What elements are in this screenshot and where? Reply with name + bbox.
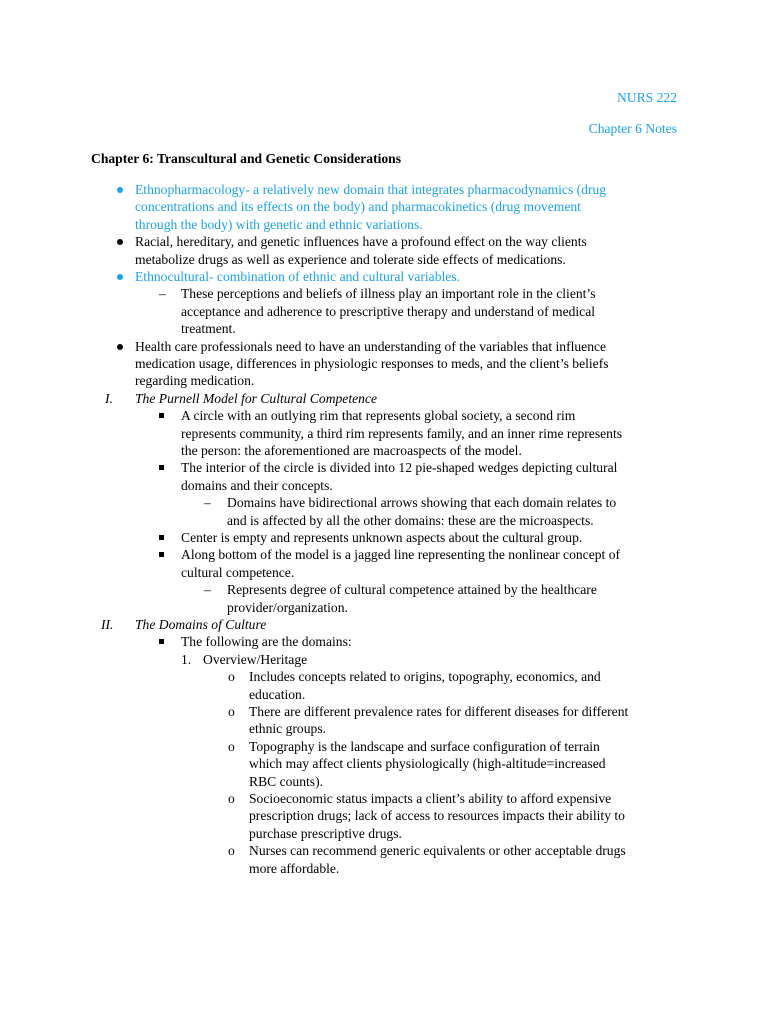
text-line: medication usage, differences in physiologic responses to meds, and the client’s beliefs: [135, 356, 609, 371]
text-line: the person: the aforementioned are macroaspects of the model.: [181, 443, 522, 458]
text-line: Health care professionals need to have an understanding of the variables that influence: [135, 338, 607, 354]
section-numeral: II.: [101, 617, 114, 632]
text-line: Ethnocultural- combination of ethnic and cultural variables.: [135, 269, 461, 284]
text-line: ethnic groups.: [249, 721, 327, 737]
bullet-dot: [117, 344, 123, 350]
text-line: Racial, hereditary, and genetic influences have a profound effect on the way clients: [135, 234, 587, 250]
square-bullet: [159, 465, 164, 470]
text-line: cultural competence.: [181, 564, 295, 580]
text-line: represents community, a third rim represents family, and an inner rime represents: [181, 425, 623, 441]
text-line: through the body) with genetic and ethnic variations.: [135, 216, 423, 232]
text-line: Nurses can recommend generic equivalents or other acceptable drugs: [249, 843, 626, 859]
section-heading: The Purnell Model for Cultural Competence: [135, 390, 378, 406]
text-line: There are different prevalence rates for different diseases for different: [249, 704, 629, 719]
text-line: Along bottom of the model is a jagged line representing the nonlinear concept of: [181, 547, 621, 563]
course-code: NURS 222: [616, 90, 677, 105]
section-numeral: I.: [105, 390, 113, 406]
circle-marker: o: [228, 704, 235, 719]
circle-marker: o: [228, 843, 235, 859]
dash-marker: –: [204, 582, 211, 598]
bullet-dot: [117, 239, 123, 245]
dash-marker: –: [159, 286, 166, 302]
square-bullet: [159, 552, 164, 557]
notes-subtitle: Chapter 6 Notes: [588, 121, 677, 136]
text-line: Topography is the landscape and surface configuration of terrain: [249, 738, 600, 754]
text-line: and is affected by all the other domains: these are the microaspects.: [227, 512, 594, 528]
circle-marker: o: [228, 669, 235, 685]
text-line: Ethnopharmacology- a relatively new domain that integrates pharmacodynamics (drug: [135, 182, 607, 197]
text-line: regarding medication.: [135, 373, 255, 389]
text-line: RBC counts).: [249, 773, 324, 789]
text-line: education.: [249, 686, 306, 702]
bullet-dot: [117, 274, 123, 280]
text-line: acceptance and adherence to prescriptive therapy and understand of medical: [181, 303, 596, 319]
domain-number: 1.: [181, 651, 192, 667]
text-line: metabolize drugs as well as experience and tolerate side effects of medications.: [135, 251, 566, 267]
circle-marker: o: [228, 738, 235, 754]
text-line: treatment.: [181, 321, 236, 337]
text-line: Includes concepts related to origins, topography, economics, and: [249, 669, 601, 685]
text-line: Center is empty and represents unknown aspects about the cultural group.: [181, 530, 583, 545]
text-line: Represents degree of cultural competence attained by the healthcare: [227, 582, 597, 598]
domain-name: Overview/Heritage: [203, 651, 308, 667]
text-line: Socioeconomic status impacts a client’s ability to afford expensive: [249, 791, 612, 806]
dash-marker: –: [204, 495, 211, 511]
text-line: The interior of the circle is divided into 12 pie-shaped wedges depicting cultural: [181, 460, 618, 476]
text-line: The following are the domains:: [181, 634, 352, 650]
bullet-dot: [117, 187, 123, 193]
text-line: more affordable.: [249, 860, 340, 876]
square-bullet: [159, 639, 164, 644]
text-line: domains and their concepts.: [181, 477, 333, 493]
chapter-title: Chapter 6: Transcultural and Genetic Considerations: [91, 151, 402, 166]
text-line: prescription drugs; lack of access to resources impacts their ability to: [249, 808, 625, 824]
text-line: purchase prescriptive drugs.: [249, 825, 402, 841]
text-line: provider/organization.: [227, 599, 348, 615]
text-line: Domains have bidirectional arrows showing that each domain relates to: [227, 495, 617, 511]
text-line: A circle with an outlying rim that represents global society, a second rim: [181, 408, 576, 424]
text-line: concentrations and its effects on the body) and pharmacokinetics (drug movement: [135, 199, 581, 215]
section-heading: The Domains of Culture: [135, 617, 267, 632]
square-bullet: [159, 413, 164, 418]
text-line: These perceptions and beliefs of illness play an important role in the client’s: [181, 286, 596, 302]
circle-marker: o: [228, 791, 235, 806]
text-line: which may affect clients physiologically (high-altitude=increased: [249, 756, 606, 772]
square-bullet: [159, 535, 164, 540]
